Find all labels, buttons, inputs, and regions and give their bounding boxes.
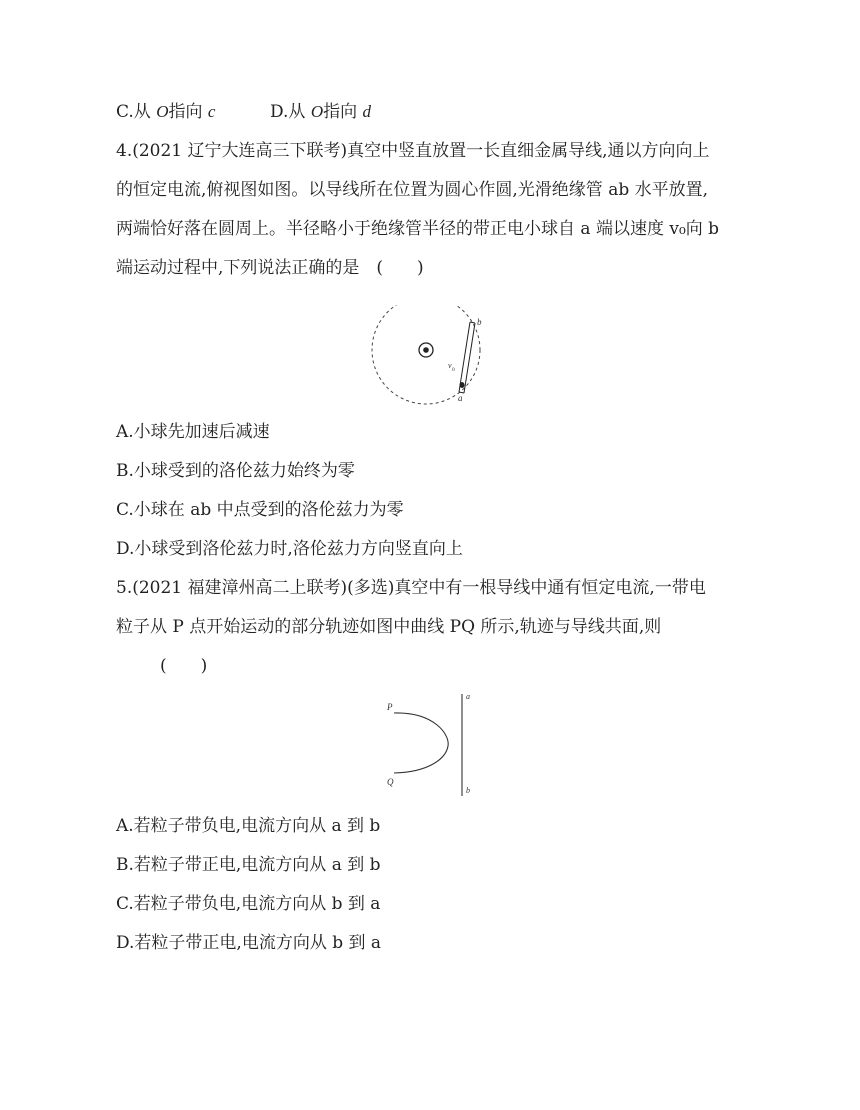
q4-option-b: B.小球受到的洛伦兹力始终为零 [116, 461, 355, 481]
q5-stem-line-3: ( ) [160, 656, 208, 676]
q5-option-d: D.若粒子带正电,电流方向从 b 到 a [116, 933, 382, 953]
q5-option-c: C.若粒子带负电,电流方向从 b 到 a [116, 894, 381, 914]
q4-option-a: A.小球先加速后减速 [116, 422, 270, 442]
q4-stem-line-2: 的恒定电流,俯视图如图。以导线所在位置为圆心作圆,光滑绝缘管 ab 水平放置, [116, 180, 709, 200]
q5-trajectory-pq [394, 713, 448, 773]
q5-label-p: P [387, 702, 393, 712]
q5-stem-line-1: 5.(2021 福建漳州高二上联考)(多选)真空中有一根导线中通有恒定电流,一带电 [116, 578, 706, 598]
q5-label-a: a [466, 692, 470, 701]
q5-option-a: A.若粒子带负电,电流方向从 a 到 b [116, 816, 381, 836]
q4-ball [460, 382, 465, 388]
q3-option-c: C.从 O指向 c [116, 102, 216, 122]
q5-label-q: Q [387, 777, 394, 787]
q4-label-a: a [458, 393, 463, 403]
q4-figure [360, 305, 500, 405]
q4-tube-left [459, 322, 470, 392]
q4-wire-dot [423, 347, 429, 353]
q4-label-b: b [477, 317, 482, 327]
q3-option-d: D.从 O指向 d [270, 102, 372, 122]
q5-stem-line-2: 粒子从 P 点开始运动的部分轨迹如图中曲线 PQ 所示,轨迹与导线共面,则 [116, 617, 662, 637]
q4-tube-right [464, 323, 475, 393]
q4-stem-line-3: 两端恰好落在圆周上。半径略小于绝缘管半径的带正电小球自 a 端以速度 v₀向 b [116, 219, 720, 239]
q4-stem-line-1: 4.(2021 辽宁大连高三下联考)真空中竖直放置一长直细金属导线,通以方向向上 [116, 141, 710, 161]
q4-label-v: v [448, 361, 452, 370]
q5-figure [380, 690, 480, 800]
q4-option-d: D.小球受到洛伦兹力时,洛伦兹力方向竖直向上 [116, 539, 463, 559]
q5-label-b: b [466, 786, 470, 795]
q4-tube-top-cap [470, 322, 475, 323]
q4-stem-line-4: 端运动过程中,下列说法正确的是 ( ) [116, 258, 424, 278]
q4-dashed-circle [372, 305, 480, 404]
q4-label-v-sub: 0 [452, 367, 455, 373]
q5-option-b: B.若粒子带正电,电流方向从 a 到 b [116, 855, 381, 875]
q4-option-c: C.小球在 ab 中点受到的洛伦兹力为零 [116, 500, 404, 520]
